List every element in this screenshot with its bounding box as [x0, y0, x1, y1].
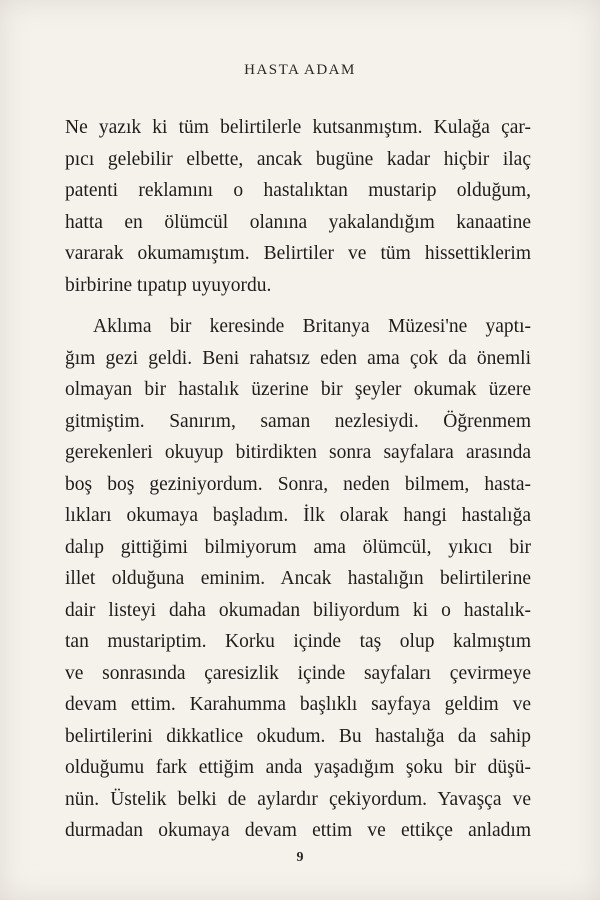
text-line: dalıp gittiğimi bilmiyorum ama ölümcül, yıkıcı bir	[65, 536, 531, 558]
text-line: vararak okumamıştım. Belirtiler ve tüm hissettiklerim	[65, 243, 531, 264]
text-line: nün. Üstelik belki de aylardır çekiyordum. Yavaşça ve	[65, 788, 531, 810]
text-line: ğım gezi geldi. Beni rahatsız eden ama çok da önemli	[65, 347, 531, 369]
text-line: durmadan okumaya devam ettim ve ettikçe anladım	[65, 820, 531, 841]
text-line: Ne yazık ki tüm belirtilerle kutsanmıştım. Kulağa çar-	[65, 117, 531, 138]
text-line: illet olduğuna eminim. Ancak hastalığın belirtilerine	[65, 568, 531, 589]
paragraph-2	[65, 311, 531, 847]
text-line: patenti reklamını o hastalıktan mustarip olduğum,	[65, 180, 531, 201]
text-line: lıkları okumaya başladım. İlk olarak hangi hastalığa	[65, 505, 531, 526]
text-line: Aklıma bir keresinde Britanya Müzesi'ne yaptı-	[93, 316, 531, 337]
body-text	[65, 112, 531, 847]
text-line: devam ettim. Karahumma başlıklı sayfaya geldim ve	[65, 694, 531, 715]
text-line: ve sonrasında çaresizlik içinde sayfaları çevirmeye	[65, 662, 531, 684]
text-line: boş boş geziniyordum. Sonra, neden bilmem, hasta-	[65, 473, 531, 495]
text-line: gitmiştim. Sanırım, saman nezlesiydi. Öğrenmem	[65, 410, 531, 432]
text-line: pıcı gelebilir elbette, ancak bugüne kadar hiçbir ilaç	[65, 148, 531, 170]
page-number: 9	[296, 850, 304, 865]
running-head: HASTA ADAM	[244, 62, 356, 78]
text-line: hatta en ölümcül olanına yakalandığım kanaatine	[65, 211, 531, 233]
text-line: belirtilerini dikkatlice okudum. Bu hastalığa da sahip	[65, 725, 531, 747]
text-line: tan mustariptim. Korku içinde taş olup kalmıştım	[65, 631, 531, 652]
text-line: olmayan bir hastalık üzerine bir şeyler okumak üzere	[65, 379, 531, 400]
text-line: birbirine tıpatıp uyuyordu.	[65, 274, 272, 296]
text-line: olduğumu fark ettiğim anda yaşadığım şoku bir düşü-	[65, 757, 531, 778]
paragraph-1	[65, 112, 531, 301]
text-line: gerekenleri okuyup bitirdikten sonra sayfalara arasında	[65, 442, 531, 463]
text-line: dair listeyi daha okumadan biliyordum ki o hastalık-	[65, 599, 531, 621]
